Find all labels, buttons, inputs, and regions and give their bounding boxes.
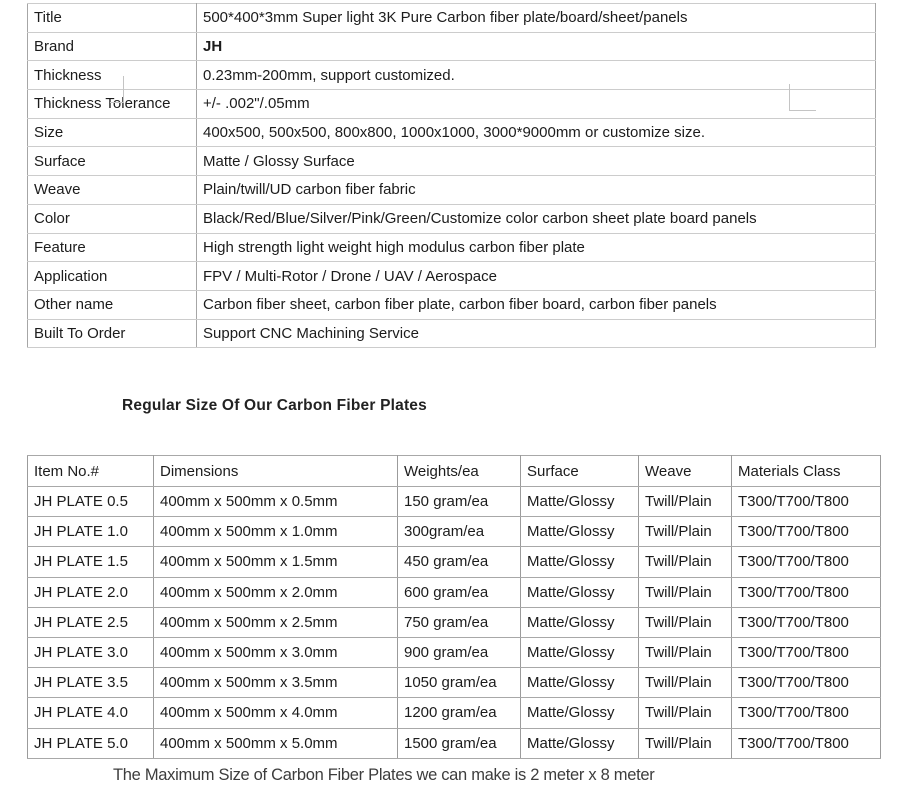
- size-table-cell: Matte/Glossy: [521, 577, 639, 607]
- spec-row-value: High strength light weight high modulus carbon fiber plate: [197, 233, 876, 262]
- size-table-cell: Matte/Glossy: [521, 728, 639, 758]
- size-table-cell: 400mm x 500mm x 4.0mm: [154, 698, 398, 728]
- size-table-row: [28, 698, 881, 728]
- size-table-cell: 1050 gram/ea: [398, 668, 521, 698]
- spec-table-row: [28, 233, 876, 262]
- spec-table-row: [28, 176, 876, 205]
- size-table-cell: 400mm x 500mm x 0.5mm: [154, 487, 398, 517]
- size-table-cell: Matte/Glossy: [521, 547, 639, 577]
- size-table-row: [28, 547, 881, 577]
- size-table-cell: 1200 gram/ea: [398, 698, 521, 728]
- size-table-row: [28, 487, 881, 517]
- spec-row-label: Color: [28, 204, 197, 233]
- size-table-cell: T300/T700/T800: [732, 668, 881, 698]
- size-table-cell: Twill/Plain: [639, 547, 732, 577]
- size-table-row: [28, 637, 881, 667]
- spec-row-value: Support CNC Machining Service: [197, 319, 876, 348]
- spec-row-label: Surface: [28, 147, 197, 176]
- size-table-cell: T300/T700/T800: [732, 487, 881, 517]
- product-spec-table: [27, 3, 876, 348]
- size-table-cell: 400mm x 500mm x 2.5mm: [154, 607, 398, 637]
- spec-table-row: [28, 262, 876, 291]
- size-table-header-row: [28, 456, 881, 487]
- spec-row-value: Plain/twill/UD carbon fiber fabric: [197, 176, 876, 205]
- spec-row-value: 0.23mm-200mm, support customized.: [197, 61, 876, 90]
- size-table-cell: 300gram/ea: [398, 517, 521, 547]
- section-heading: Regular Size Of Our Carbon Fiber Plates: [122, 397, 427, 414]
- size-table-row: [28, 668, 881, 698]
- spec-row-value: JH: [197, 32, 876, 61]
- spec-row-label: Other name: [28, 290, 197, 319]
- table-border-artifact: [789, 84, 816, 111]
- spec-row-label: Size: [28, 118, 197, 147]
- size-table-cell: 400mm x 500mm x 5.0mm: [154, 728, 398, 758]
- spec-table-row: [28, 118, 876, 147]
- size-table-cell: Twill/Plain: [639, 607, 732, 637]
- spec-row-value: 400x500, 500x500, 800x800, 1000x1000, 3000*9000mm or customize size.: [197, 118, 876, 147]
- size-table-cell: 400mm x 500mm x 3.0mm: [154, 637, 398, 667]
- size-table-cell: Twill/Plain: [639, 517, 732, 547]
- size-table-cell: JH PLATE 3.5: [28, 668, 154, 698]
- size-column-header: Dimensions: [154, 456, 398, 487]
- spec-row-label: Built To Order: [28, 319, 197, 348]
- size-table-row: [28, 577, 881, 607]
- spec-row-value: Black/Red/Blue/Silver/Pink/Green/Customize color carbon sheet plate board panels: [197, 204, 876, 233]
- size-table-cell: 400mm x 500mm x 1.0mm: [154, 517, 398, 547]
- size-table-cell: Twill/Plain: [639, 577, 732, 607]
- size-table-row: [28, 517, 881, 547]
- size-table-cell: 600 gram/ea: [398, 577, 521, 607]
- size-table-cell: Matte/Glossy: [521, 487, 639, 517]
- size-table-cell: Twill/Plain: [639, 668, 732, 698]
- size-table-cell: JH PLATE 2.5: [28, 607, 154, 637]
- size-column-header: Item No.#: [28, 456, 154, 487]
- max-size-note: The Maximum Size of Carbon Fiber Plates we can make is 2 meter x 8 meter: [113, 766, 655, 784]
- size-table-cell: Matte/Glossy: [521, 637, 639, 667]
- spec-row-value: FPV / Multi-Rotor / Drone / UAV / Aerospace: [197, 262, 876, 291]
- size-table-cell: 400mm x 500mm x 1.5mm: [154, 547, 398, 577]
- size-table-cell: Matte/Glossy: [521, 668, 639, 698]
- spec-row-value: Carbon fiber sheet, carbon fiber plate, carbon fiber board, carbon fiber panels: [197, 290, 876, 319]
- size-column-header: Surface: [521, 456, 639, 487]
- spec-row-value: +/- .002"/.05mm: [197, 90, 876, 119]
- spec-row-label: Thickness Tolerance: [28, 90, 197, 119]
- size-table-cell: 900 gram/ea: [398, 637, 521, 667]
- size-table-cell: Twill/Plain: [639, 487, 732, 517]
- size-table-cell: JH PLATE 2.0: [28, 577, 154, 607]
- spec-table-row: [28, 90, 876, 119]
- spec-table-row: [28, 4, 876, 33]
- spec-row-label: Thickness: [28, 61, 197, 90]
- size-table-cell: Twill/Plain: [639, 637, 732, 667]
- spec-row-label: Weave: [28, 176, 197, 205]
- size-table-cell: T300/T700/T800: [732, 728, 881, 758]
- spec-table-body: [28, 4, 876, 348]
- size-table-body: [28, 487, 881, 759]
- size-table-cell: JH PLATE 0.5: [28, 487, 154, 517]
- size-table-cell: T300/T700/T800: [732, 607, 881, 637]
- size-table-cell: JH PLATE 1.5: [28, 547, 154, 577]
- regular-size-table: [27, 455, 881, 759]
- size-column-header: Weave: [639, 456, 732, 487]
- spec-table-row: [28, 204, 876, 233]
- size-table-row: [28, 728, 881, 758]
- size-column-header: Weights/ea: [398, 456, 521, 487]
- size-table-cell: JH PLATE 4.0: [28, 698, 154, 728]
- size-table-cell: T300/T700/T800: [732, 517, 881, 547]
- spec-table-row: [28, 147, 876, 176]
- size-table-cell: Twill/Plain: [639, 728, 732, 758]
- size-table-cell: T300/T700/T800: [732, 637, 881, 667]
- spec-row-value: 500*400*3mm Super light 3K Pure Carbon fiber plate/board/sheet/panels: [197, 4, 876, 33]
- spec-table-row: [28, 61, 876, 90]
- spec-row-label: Brand: [28, 32, 197, 61]
- size-table-cell: 1500 gram/ea: [398, 728, 521, 758]
- size-table-cell: T300/T700/T800: [732, 577, 881, 607]
- size-table-cell: 400mm x 500mm x 2.0mm: [154, 577, 398, 607]
- size-table-cell: Matte/Glossy: [521, 698, 639, 728]
- size-table-cell: 400mm x 500mm x 3.5mm: [154, 668, 398, 698]
- spec-row-label: Feature: [28, 233, 197, 262]
- size-column-header: Materials Class: [732, 456, 881, 487]
- size-table-cell: 450 gram/ea: [398, 547, 521, 577]
- size-table-cell: JH PLATE 1.0: [28, 517, 154, 547]
- spec-table-row: [28, 32, 876, 61]
- spec-table-row: [28, 290, 876, 319]
- size-table-cell: Matte/Glossy: [521, 517, 639, 547]
- size-table-cell: T300/T700/T800: [732, 698, 881, 728]
- size-table-cell: JH PLATE 5.0: [28, 728, 154, 758]
- size-table-cell: 150 gram/ea: [398, 487, 521, 517]
- spec-table-row: [28, 319, 876, 348]
- spec-row-value: Matte / Glossy Surface: [197, 147, 876, 176]
- spec-row-label: Title: [28, 4, 197, 33]
- size-table-cell: 750 gram/ea: [398, 607, 521, 637]
- size-table-cell: Matte/Glossy: [521, 607, 639, 637]
- size-table-cell: JH PLATE 3.0: [28, 637, 154, 667]
- size-table-cell: Twill/Plain: [639, 698, 732, 728]
- size-table-row: [28, 607, 881, 637]
- size-table-cell: T300/T700/T800: [732, 547, 881, 577]
- spec-row-label: Application: [28, 262, 197, 291]
- table-border-artifact: [110, 76, 124, 103]
